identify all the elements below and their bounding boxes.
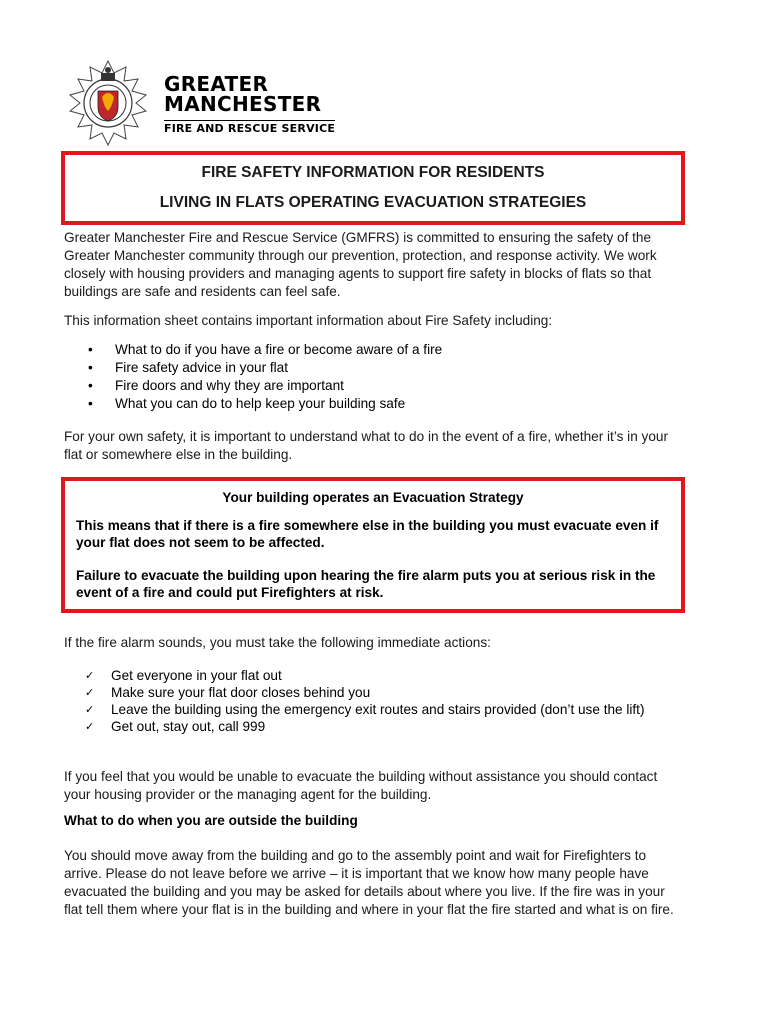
org-name-line2: MANCHESTER <box>164 92 322 116</box>
gmfrs-crest-icon <box>60 58 156 148</box>
evacuation-strategy-box <box>61 477 685 613</box>
title-line1: FIRE SAFETY INFORMATION FOR RESIDENTS <box>201 164 545 181</box>
org-name-line3: FIRE AND RESCUE SERVICE <box>164 122 336 135</box>
evacuation-box-para1: This means that if there is a fire somewhere else in the building you must evacuate even if your flat does not seem to be affected. <box>76 518 659 550</box>
topics-list <box>88 341 442 413</box>
assistance-paragraph: If you feel that you would be unable to evacuate the building without assistance you should contact your housing provider or the managing agent for the building. <box>64 769 658 802</box>
intro-paragraph: Greater Manchester Fire and Rescue Service (GMFRS) is committed to ensuring the safety of the Greater Manchester community through our prevention, protection, and response activity. We work closely with housing providers and managing agents to support fire safety in blocks of flats so that buildings are safe and residents can feel safe. <box>64 230 657 299</box>
info-intro-paragraph: This information sheet contains important information about Fire Safety including: <box>64 313 553 328</box>
organisation-name <box>164 74 335 135</box>
title-line2: LIVING IN FLATS OPERATING EVACUATION STRATEGIES <box>159 194 587 211</box>
title-box <box>61 151 685 225</box>
list-item: • What you can do to help keep your building safe <box>88 395 442 413</box>
checklist-item: ✓ Get out, stay out, call 999 <box>85 718 685 735</box>
actions-checklist <box>85 667 685 735</box>
org-name-line1: GREATER <box>164 72 269 96</box>
alarm-intro-paragraph: If the fire alarm sounds, you must take the following immediate actions: <box>64 635 491 650</box>
checklist-item: ✓ Leave the building using the emergency exit routes and stairs provided (don’t use the lift) <box>85 701 685 718</box>
list-item: • Fire doors and why they are important <box>88 377 442 395</box>
list-item: • What to do if you have a fire or become aware of a fire <box>88 341 442 359</box>
list-item: • Fire safety advice in your flat <box>88 359 442 377</box>
evacuation-box-heading: Your building operates an Evacuation Strategy <box>222 490 524 505</box>
checklist-item: ✓ Make sure your flat door closes behind you <box>85 684 685 701</box>
outside-heading: What to do when you are outside the building <box>64 813 358 828</box>
outside-paragraph: You should move away from the building and go to the assembly point and wait for Firefighters to arrive. Please do not leave before we arrive – it is important that we know how many people have evacuated the building and you may be asked for details about where you live. If the fire was in your flat tell them where your flat is in the building and where in your flat the fire started and what is on fire. <box>64 848 674 917</box>
header-logo <box>60 58 360 148</box>
safety-paragraph: For your own safety, it is important to understand what to do in the event of a fire, whether it’s in your flat or somewhere else in the building. <box>64 429 668 462</box>
evacuation-box-para2: Failure to evacuate the building upon hearing the fire alarm puts you at serious risk in the event of a fire and could put Firefighters at risk. <box>76 568 656 600</box>
checklist-item: ✓ Get everyone in your flat out <box>85 667 685 684</box>
